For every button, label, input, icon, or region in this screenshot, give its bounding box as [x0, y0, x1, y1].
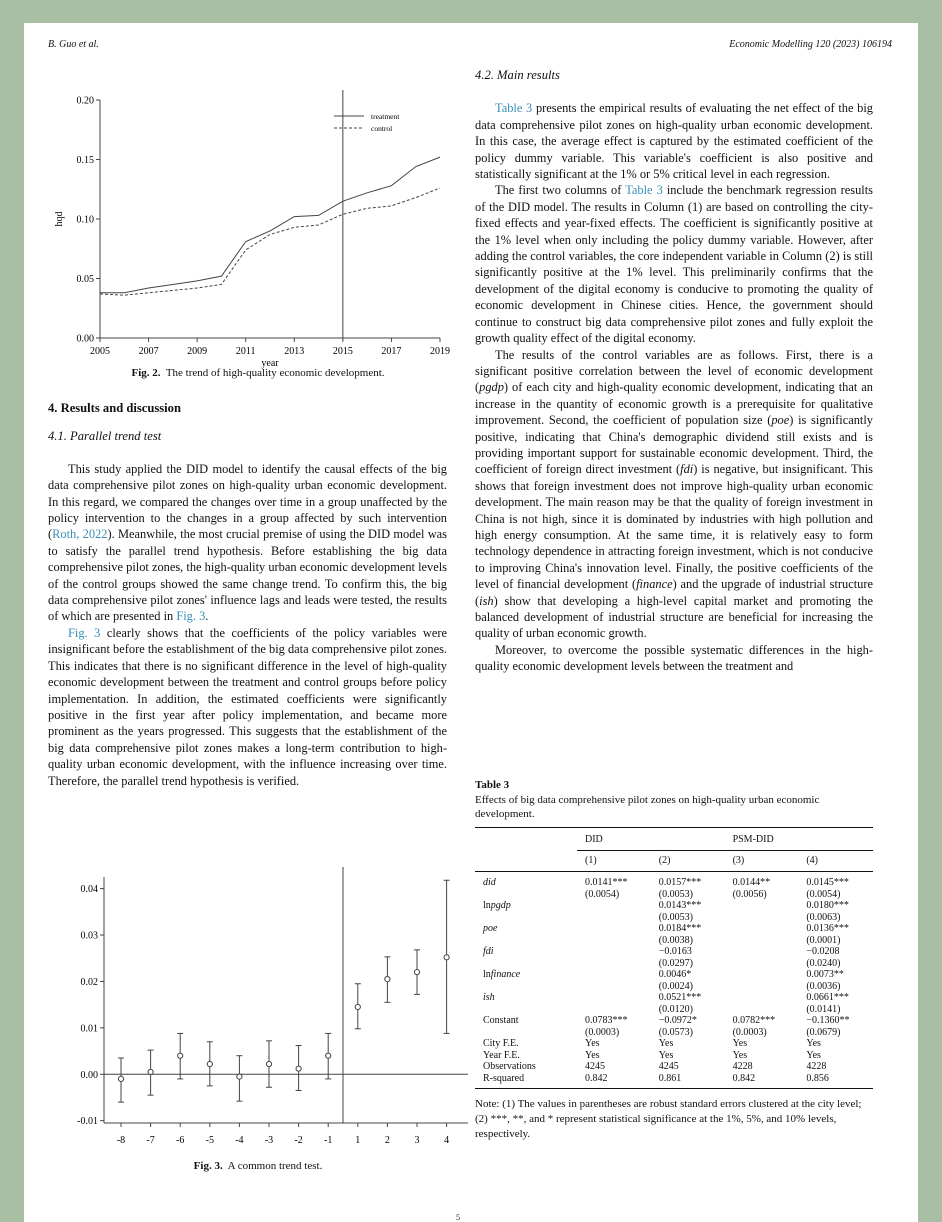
table-cell: R-squared: [475, 1073, 577, 1089]
table-cell: (0.0054): [585, 888, 620, 900]
table-cell: 0.0782***: [732, 1015, 776, 1026]
table-cell: [475, 1015, 577, 1027]
table3-se-row: [475, 981, 873, 993]
table-cell: [475, 850, 577, 872]
fig2-x-tick-label: 2005: [90, 346, 110, 357]
fig3-point-estimate: [148, 1069, 153, 1074]
fig2-x-tick-label: 2015: [332, 346, 353, 357]
table-cell: Yes: [585, 1038, 600, 1049]
fig3-y-tick-label: 0.01: [80, 1023, 98, 1035]
table-cell: 0.0073**: [806, 969, 844, 980]
table-cell: [475, 889, 577, 901]
table-cell: [725, 935, 799, 947]
fig3-x-tick-label: 2: [384, 1135, 390, 1146]
text-run: ) show that developing a high-level capital market and promoting the balanced development of industrial structure are beneficial for increasing the quality of urban economic growth.: [475, 593, 873, 641]
table-cell: DID: [585, 834, 603, 845]
table-cell: (0.0053): [658, 911, 693, 923]
table-cell: [725, 969, 799, 981]
table3-coef-row: [475, 969, 873, 981]
fig3-x-tick-label: -4: [235, 1135, 244, 1146]
table-cell: 0.0145***: [806, 877, 849, 888]
table-cell: −0.0163: [658, 946, 692, 957]
fig3-x-tick-label: -6: [176, 1135, 185, 1146]
text-run: This study applied the DID model to identify the causal effects of the big data comprehensive pilot zones on high-quality urban economic development. In this regard, we compared the changes over time in a group unaffected by the policy intervention to the changes in a group affected by such intervention (: [48, 461, 447, 542]
table-cell: 0.0136***: [806, 923, 849, 934]
table-cell: 4245: [585, 1061, 605, 1072]
table-cell: [475, 981, 577, 993]
table-cell: [725, 946, 799, 958]
table-cell: Yes: [806, 1049, 821, 1061]
fig3-point-estimate: [178, 1053, 183, 1058]
fig3-x-tick-label: -7: [146, 1135, 155, 1146]
table-cell: [725, 1004, 799, 1016]
table3-se-row: [475, 912, 873, 924]
fig3-point-estimate: [444, 955, 449, 960]
text-run: ) is negative, but insignificant. This shows that foreign investment does not improve high-quality urban economic development. The main reason may be that the quality of foreign investment in China is not high, since it is dominated by industries with high pollution and high energy consumption. At the same time, it is relatively easy to form technology dependence in attracting foreign investment, which is not conducive to improving China's innovation level. Finally, the positive coefficients of the level of financial development (: [475, 462, 873, 592]
table3: [475, 827, 873, 1089]
table-cell: [577, 912, 651, 924]
table3-coef-row: [475, 946, 873, 958]
table-cell: [725, 912, 799, 924]
running-header-authors: B. Guo et al.: [48, 39, 99, 50]
fig2-x-tick-label: 2011: [235, 346, 256, 357]
table3-row-label: lnpgdp: [483, 900, 511, 911]
table-cell: (0.0001): [806, 934, 841, 946]
table-cell: [475, 912, 577, 924]
table-cell: 4228: [806, 1061, 827, 1072]
table-cell: [475, 872, 577, 889]
fig2-y-tick-label: 0.05: [76, 274, 94, 285]
table-cell: [725, 992, 799, 1004]
table3-row-label: fdi: [483, 946, 494, 957]
fig3-y-tick-label: 0.04: [80, 884, 98, 896]
table3-coef-row: [475, 1015, 873, 1027]
fig2-x-tick-label: 2009: [187, 346, 208, 357]
fig2-x-tick-label: 2013: [284, 346, 305, 357]
fig3-x-tick-label: -3: [264, 1135, 274, 1146]
fig3-y-tick-label: -0.01: [77, 1116, 98, 1128]
table-cell: [725, 923, 799, 935]
table3-se-row: [475, 935, 873, 947]
table-cell: (0.0024): [658, 980, 693, 992]
table3-title: Table 3: [475, 779, 510, 791]
fig3-x-tick-label: 1: [355, 1135, 361, 1146]
fig2-y-tick-label: 0.20: [76, 95, 94, 107]
table-cell: Observations: [483, 1061, 536, 1072]
table-cell: [725, 900, 799, 912]
table3-row-label-italic: pgdp: [490, 900, 511, 911]
page-number: 5: [456, 1213, 460, 1222]
paragraph-4-1-a: [48, 461, 447, 625]
text-run: ) and the upgrade of industrial structure (: [475, 577, 873, 608]
table3-col-header: [475, 850, 873, 872]
fig3-point-estimate: [118, 1076, 123, 1081]
fig2-x-tick-label: 2019: [430, 346, 450, 357]
table3-footer-row: [475, 1050, 873, 1062]
fig3-x-tick-label: -5: [205, 1135, 214, 1146]
table-cell: (4): [798, 850, 873, 872]
table-cell: [475, 923, 577, 935]
table3-row-label: Constant: [483, 1015, 519, 1026]
fig3-y-tick-label: 0.00: [80, 1069, 98, 1081]
table-cell: [577, 958, 651, 970]
table-cell: [475, 946, 577, 958]
table-cell: 0.0157***: [658, 877, 702, 888]
table-link-table3[interactable]: Table 3: [625, 183, 663, 198]
table3-row-label: ish: [483, 992, 495, 1003]
section-title: 4. Results and discussion: [48, 401, 181, 415]
text-run: .: [205, 609, 209, 624]
table-cell: PSM-DID: [732, 834, 774, 845]
table-cell: (0.0297): [658, 957, 693, 969]
table-cell: [725, 981, 799, 993]
citation-link-roth[interactable]: Roth, 2022: [52, 527, 108, 542]
table-cell: (0.0240): [806, 957, 841, 969]
table-cell: [475, 992, 577, 1004]
fig3-x-tick-label: -2: [294, 1135, 303, 1146]
fig3-caption-text: A common trend test.: [227, 1160, 323, 1172]
table-cell: 0.856: [798, 1073, 873, 1089]
fig3-point-estimate: [355, 1004, 360, 1009]
table-cell: 0.0141***: [585, 877, 628, 888]
table-cell: City F.E.: [483, 1038, 519, 1049]
subsection-title-4-1: 4.1. Parallel trend test: [48, 429, 162, 444]
variable-poe: poe: [771, 413, 790, 428]
table3-coef-row: [475, 923, 873, 935]
table-cell: [475, 900, 577, 912]
fig2-caption-label: Fig. 2.: [131, 367, 161, 379]
fig3-point-estimate: [326, 1053, 331, 1058]
paragraph-4-2-d: Moreover, to overcome the possible systematic differences in the high-quality economic development levels between the treatment and: [475, 642, 873, 674]
text-run: The results of the control variables are as follows. First, there is a significant positive correlation between the level of economic development (: [475, 347, 873, 395]
table3-coef-row: [475, 900, 873, 912]
fig3-point-estimate: [237, 1074, 242, 1079]
paragraph-4-2-c: [475, 347, 873, 642]
table3-caption: Effects of big data comprehensive pilot zones on high-quality urban economic development.: [475, 794, 820, 820]
table-cell: 4245: [658, 1061, 679, 1072]
table-cell: [475, 958, 577, 970]
table-cell: (0.0003): [732, 1026, 767, 1038]
table-cell: 4228: [732, 1061, 753, 1072]
table-cell: [725, 958, 799, 970]
table3-se-row: [475, 958, 873, 970]
text-run: ) is significantly positive, indicating that China's demographic dividend still exists and is providing important support for sustainable economic development. Third, the coefficient of foreign direct investment (: [475, 413, 873, 477]
table-cell: [577, 900, 651, 912]
figure-link-fig3[interactable]: Fig. 3: [176, 609, 206, 624]
fig3-point-estimate: [414, 970, 419, 975]
fig3-x-tick-label: -1: [324, 1135, 333, 1146]
table-cell: (0.0038): [658, 934, 693, 946]
table-cell: Yes: [732, 1038, 748, 1049]
table-cell: (1): [577, 850, 651, 872]
paragraph-4-2-b: [475, 182, 873, 346]
table-cell: Yes: [585, 1049, 600, 1061]
fig3-point-estimate: [296, 1066, 301, 1071]
fig2-x-tick-label: 2017: [381, 346, 402, 357]
fig2-caption: [48, 367, 468, 379]
text-run: presents the empirical results of evaluating the net effect of the big data comprehensive pilot zones on high-quality urban economic development. In this case, the average effect is captured by the estimated coefficient of the policy dummy variable. This variable's coefficient is also positive and statistically significant at the 1% or 5% critical level in each regression.: [475, 101, 874, 182]
table-link-table3[interactable]: Table 3: [495, 101, 533, 116]
fig2-series-line-control: [100, 188, 440, 295]
table-cell: [577, 969, 651, 981]
table-cell: −0.0972*: [658, 1015, 697, 1026]
table3-row-label-italic: finance: [490, 969, 521, 980]
subsection-title-4-2: 4.2. Main results: [475, 68, 560, 82]
table-cell: (2): [651, 850, 725, 872]
fig2-caption-text: The trend of high-quality economic development.: [165, 367, 385, 379]
fig3-x-tick-label: 3: [414, 1135, 420, 1146]
table3-block: [475, 779, 873, 1142]
table-cell: 0.0184***: [658, 923, 702, 934]
table-cell: (0.0679): [806, 1026, 841, 1038]
fig3-caption: [48, 1160, 468, 1172]
text-run: clearly shows that the coefficients of the policy variables were insignificant before the establishment of the big data comprehensive pilot zones. This indicates that there is no significant difference in the level of high-quality economic development between the treatment and control groups before policy implementation. In addition, the estimated coefficients were significantly positive in the first year after policy implementation, and became more prominent as the years progressed. This suggests that the establishment of the big data comprehensive pilot zones makes a long-term contribution to high-quality urban economic development, with the influence increasing over time. Therefore, the parallel trend hypothesis is verified.: [48, 625, 447, 788]
table-cell: 0.0783***: [585, 1015, 628, 1026]
text-run: ) of each city and high-quality economic development, indicating that an increase in the quantity of economic growth is a prerequisite for qualitative improvement. Second, the coefficient of population size (: [475, 380, 873, 428]
table-cell: (0.0573): [658, 1026, 693, 1038]
table-cell: Yes: [806, 1038, 821, 1049]
table-cell: 0.0661***: [806, 992, 849, 1003]
table-cell: −0.0208: [806, 946, 840, 957]
table3-footer-row: [475, 1038, 873, 1050]
text-run: The first two columns of: [495, 183, 626, 198]
variable-fdi: fdi: [680, 462, 694, 477]
table-cell: Year F.E.: [483, 1049, 520, 1061]
figure-link-fig3[interactable]: Fig. 3: [68, 625, 101, 640]
table-cell: (0.0054): [806, 888, 841, 900]
fig2-y-tick-label: 0.00: [76, 333, 94, 345]
table3-row-label: poe: [483, 923, 498, 934]
table-cell: 0.0144**: [732, 877, 771, 888]
fig2-line-chart: [48, 63, 450, 369]
table-cell: [475, 828, 577, 851]
table-cell: [577, 992, 651, 1004]
table-cell: Yes: [658, 1038, 674, 1049]
paragraph-4-2-a: [475, 100, 873, 182]
left-column: [48, 400, 447, 789]
table-cell: 0.861: [651, 1073, 725, 1089]
fig2-legend-label-treatment: treatment: [371, 112, 400, 121]
table-cell: (0.0141): [806, 1003, 841, 1015]
table-cell: (0.0063): [806, 911, 841, 923]
table-cell: (0.0120): [658, 1003, 693, 1015]
table3-se-row: [475, 1004, 873, 1016]
fig2-x-axis-label: year: [261, 358, 279, 369]
table-cell: 0.842: [577, 1073, 651, 1089]
fig2-y-tick-label: 0.15: [76, 155, 94, 166]
text-run: ). Meanwhile, the most crucial premise of using the DID model was to satisfy the parallel trend hypothesis. Before establishing the big data comprehensive pilot zones, the high-quality urban economic development levels of the control groups showed the same change trend. To confirm this, the big data comprehensive pilot zones' influence lags and leads were tested, the results of which are presented in: [48, 527, 448, 624]
fig3-x-tick-label: -8: [116, 1135, 126, 1146]
table-cell: 0.0180***: [806, 900, 849, 911]
table-cell: −0.1360**: [806, 1015, 850, 1026]
table-cell: 0.0046*: [658, 969, 692, 980]
paragraph-4-1-b: [48, 625, 447, 789]
fig3-coefficient-plot: [48, 861, 448, 1156]
fig3-point-estimate: [266, 1061, 271, 1066]
fig3-y-tick-label: 0.03: [80, 930, 98, 942]
fig2-y-axis-label: hqd: [54, 211, 65, 227]
table-cell: (0.0003): [585, 1026, 620, 1038]
table-cell: Yes: [732, 1049, 748, 1061]
table3-footer-row: [475, 1061, 873, 1073]
table3-coef-row: [475, 992, 873, 1004]
table-cell: [577, 946, 651, 958]
variable-finance: finance: [636, 577, 673, 592]
table3-row-label: did: [483, 877, 496, 888]
table3-row-label: lnfinance: [483, 969, 521, 980]
table3-se-row: [475, 889, 873, 901]
table-cell: (0.0036): [806, 980, 841, 992]
fig2-series-line-treatment: [100, 157, 440, 293]
table-cell: (3): [725, 850, 799, 872]
table3-group-header: [475, 828, 873, 851]
fig3-x-tick-label: 4: [444, 1135, 450, 1146]
table-cell: [475, 935, 577, 947]
table-cell: Yes: [658, 1049, 674, 1061]
table-cell: 0.0143***: [658, 900, 702, 911]
table3-se-row: [475, 1027, 873, 1039]
table3-footer-row: [475, 1073, 873, 1089]
variable-pgdp: pgdp: [479, 380, 504, 395]
variable-ish: ish: [479, 593, 494, 608]
table3-note: Note: (1) The values in parentheses are robust standard errors clustered at the city level; (2) ***, **, and * represent statistical significance at the 1%, 5%, and 10% levels, respectively.: [475, 1098, 862, 1140]
fig3-point-estimate: [207, 1061, 212, 1066]
running-header-journal: Economic Modelling 120 (2023) 106194: [729, 39, 892, 50]
text-run: include the benchmark regression results of the DID model. The results in Column (1) are based on controlling the city-fixed effects and year-fixed effects. The coefficient is significantly positive at the 1% level when only including the policy dummy variable. However, after adding the control variables, the core independent variable in Column (2) is still significantly positive at the 1% level. This preliminarily confirms that the development of the digital economy is conducive to promoting the quality of economic development in Chinese cities. Hence, the government should continue to construct big data comprehensive pilot zones and fully exploit the growth quality effect of the digital economy.: [475, 183, 873, 346]
fig2-x-tick-label: 2007: [138, 346, 159, 357]
fig3-caption-label: Fig. 3.: [193, 1160, 223, 1172]
table-cell: (0.0053): [658, 888, 693, 900]
table3-coef-row: [475, 872, 873, 889]
fig2-y-tick-label: 0.10: [76, 214, 94, 226]
table3-body: [475, 828, 873, 1089]
table-cell: [577, 981, 651, 993]
table-cell: [577, 1004, 651, 1016]
fig2-plot-group: [54, 90, 450, 369]
right-column: [475, 67, 873, 675]
table-cell: 0.0521***: [658, 992, 702, 1003]
table-cell: [475, 1004, 577, 1016]
fig2-legend-label-control: control: [371, 124, 393, 133]
table-cell: 0.842: [725, 1073, 799, 1089]
fig3-point-estimate: [385, 977, 390, 982]
table-cell: [577, 935, 651, 947]
table-cell: [475, 1027, 577, 1039]
table-cell: [475, 969, 577, 981]
table-cell: [577, 923, 651, 935]
paper-page: [24, 23, 918, 1222]
fig3-y-tick-label: 0.02: [80, 976, 98, 988]
table-cell: (0.0056): [732, 888, 767, 900]
